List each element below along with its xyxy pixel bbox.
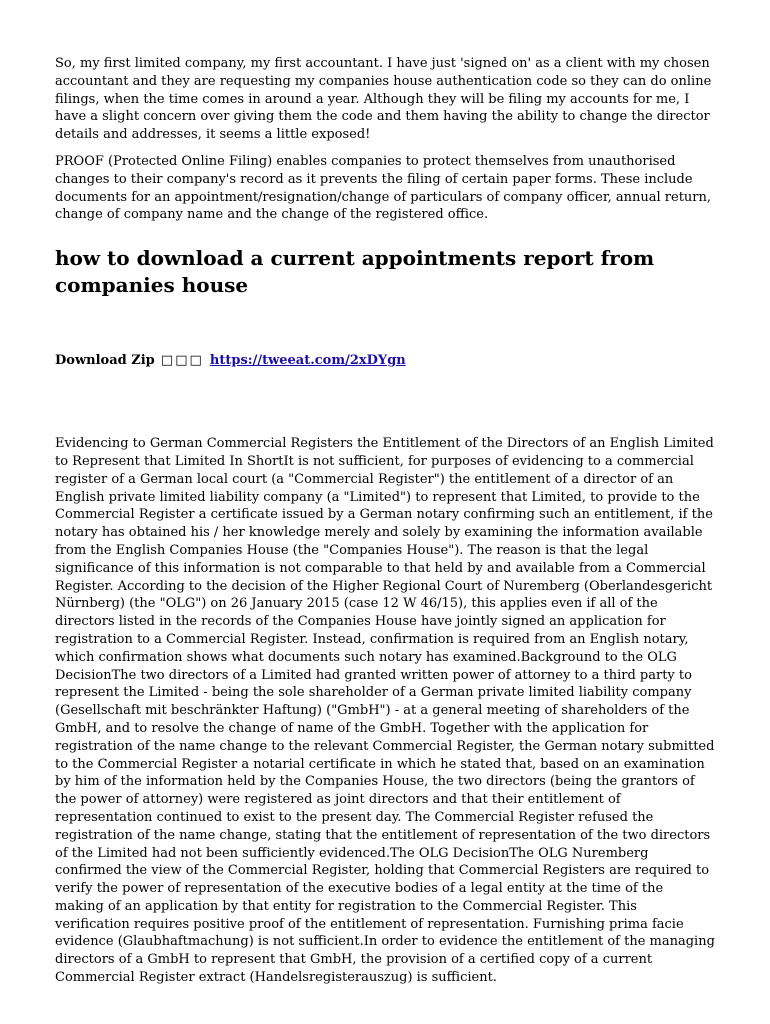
download-link[interactable]: https://tweeat.com/2xDYgn (209, 353, 406, 369)
placeholder-glyphs: □□□ (160, 353, 204, 369)
download-line (55, 352, 715, 370)
article-body: Evidencing to German Commercial Registers the Entitlement of the Directors of an English Limited to Represent that Limited In ShortIt is not sufficient, for purposes of evidencing to a commercial register of a German local court (a "Commercial Register") the entitlement of a director of an English private limited liability company (a "Limited") to represent that Limited, to provide to the Commercial Register a certificate issued by a German notary confirming such an entitlement, if the notary has obtained his / her knowledge merely and solely by examining the information available from the English Companies House (the "Companies House"). The reason is that the legal significance of this information is not comparable to that held by and available from a Commercial Register. According to the decision of the Higher Regional Court of Nuremberg (Oberlandesgericht Nürnberg) (the "OLG") on 26 January 2015 (case 12 W 46/15), this applies even if all of the directors listed in the records of the Companies House have jointly signed an application for registration to a Commercial Register. Instead, confirmation is required from an English notary, which confirmation shows what documents such notary has examined.Background to the OLG DecisionThe two directors of a Limited had granted written power of attorney to a third party to represent the Limited - being the sole shareholder of a German private limited liability company (Gesellschaft mit beschränkter Haftung) ("GmbH") - at a general meeting of shareholders of the GmbH, and to resolve the change of name of the GmbH. Together with the application for registration of the name change to the relevant Commercial Register, the German notary submitted to the Commercial Register a notarial certificate in which he stated that, based on an examination by him of the information held by the Companies House, the two directors (being the grantors of the power of attorney) were registered as joint directors and that their entitlement of representation continued to exist to the present day. The Commercial Register refused the registration of the name change, stating that the entitlement of representation of the two directors of the Limited had not been sufficiently evidenced.The OLG DecisionThe OLG Nuremberg confirmed the view of the Commercial Register, holding that Commercial Registers are required to verify the power of representation of the executive bodies of a legal entity at the time of the making of an application by that entity for registration to the Commercial Register. This verification requires positive proof of the entitlement of representation. Furnishing prima facie evidence (Glaubhaftmachung) is not sufficient.In order to evidence the entitlement of the managing directors of a GmbH to represent that GmbH, the provision of a certified copy of a current Commercial Register extract (Handelsregisterauszug) is sufficient. (55, 436, 715, 986)
document-page (55, 55, 715, 987)
intro-paragraph-1: So, my first limited company, my first accountant. I have just 'signed on' as a client with my chosen accountant and they are requesting my companies house authentication code so they can do online filings, when the time comes in around a year. Although they will be filing my accounts for me, I have a slight concern over giving them the code and them having the ability to change the director details and addresses, it seems a little exposed! (55, 56, 712, 143)
intro-paragraph-2: PROOF (Protected Online Filing) enables companies to protect themselves from unauthorised changes to their company's record as it prevents the filing of certain paper forms. These include documents for an appointment/resignation/change of particulars of company officer, annual return, change of company name and the change of the registered office. (55, 153, 712, 223)
page-heading: how to download a current appointments report from companies house (55, 246, 655, 298)
download-label: Download Zip (55, 353, 155, 369)
